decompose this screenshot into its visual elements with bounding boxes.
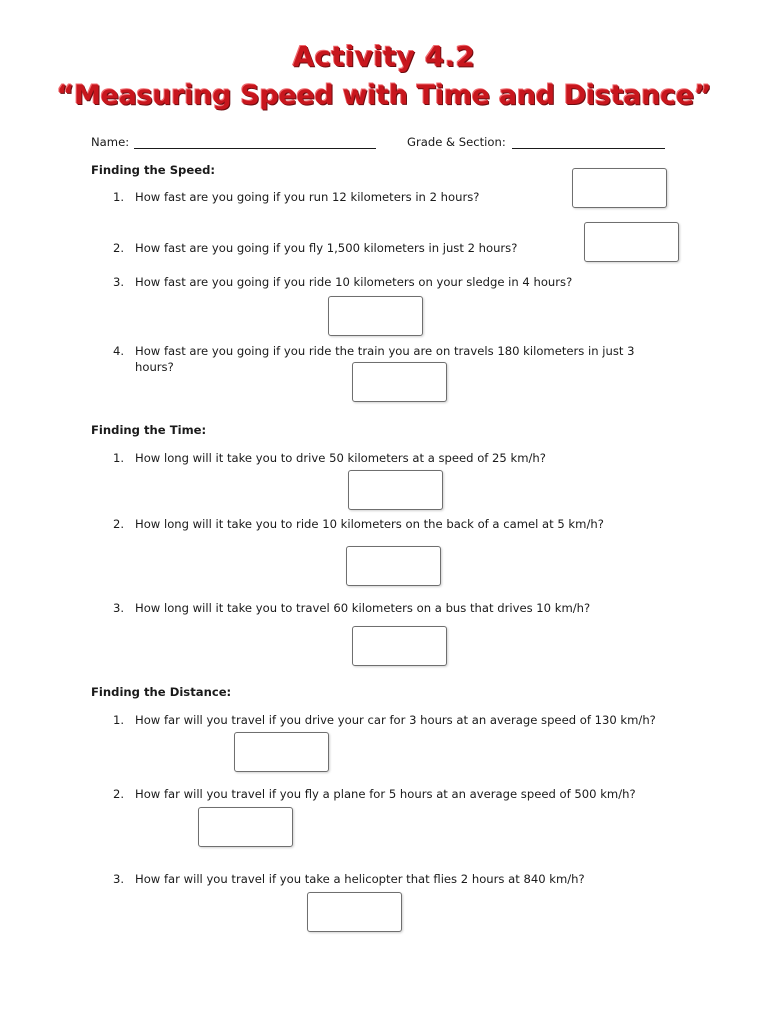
answer-box-speed-4[interactable] [352,362,447,402]
answer-box-time-3[interactable] [352,626,447,666]
activity-title: Activity 4.2 [292,40,476,73]
question-number: 1. [112,451,124,465]
grade-section-label: Grade & Section: [407,135,506,149]
question-number: 3. [112,275,124,289]
question-text: How far will you travel if you fly a plane for 5 hours at an average speed of 500 km/h? [135,787,636,801]
answer-box-speed-1[interactable] [572,168,667,208]
question-text: How fast are you going if you ride 10 kilometers on your sledge in 4 hours? [135,275,573,289]
question-number: 1. [112,713,124,727]
question-number: 3. [112,872,124,886]
answer-box-distance-2[interactable] [198,807,293,847]
name-field[interactable] [134,148,376,149]
grade-section-field[interactable] [512,148,665,149]
question-number: 2. [112,241,124,255]
question-number: 2. [112,787,124,801]
section-heading-time: Finding the Time: [91,423,207,437]
question-text: How far will you travel if you take a helicopter that flies 2 hours at 840 km/h? [135,872,585,886]
answer-box-time-1[interactable] [348,470,443,510]
question-text: How long will it take you to drive 50 kilometers at a speed of 25 km/h? [135,451,546,465]
question-number: 4. [112,344,124,358]
name-label: Name: [91,135,130,149]
answer-box-speed-3[interactable] [328,296,423,336]
question-text: How fast are you going if you fly 1,500 kilometers in just 2 hours? [135,241,518,255]
question-number: 3. [112,601,124,615]
question-text: How long will it take you to ride 10 kilometers on the back of a camel at 5 km/h? [135,517,604,531]
answer-box-distance-3[interactable] [307,892,402,932]
question-text: How fast are you going if you ride the train you are on travels 180 kilometers in just 3 hours? [135,344,635,374]
answer-box-time-2[interactable] [346,546,441,586]
question-text: How far will you travel if you drive your car for 3 hours at an average speed of 130 km/h? [135,713,656,727]
section-heading-distance: Finding the Distance: [91,685,232,699]
question-text: How fast are you going if you run 12 kilometers in 2 hours? [135,190,480,204]
section-heading-speed: Finding the Speed: [91,163,216,177]
question-number: 2. [112,517,124,531]
question-number: 1. [112,190,124,204]
activity-subtitle: “Measuring Speed with Time and Distance” [56,80,712,111]
question-text: How long will it take you to travel 60 kilometers on a bus that drives 10 km/h? [135,601,591,615]
answer-box-distance-1[interactable] [234,732,329,772]
answer-box-speed-2[interactable] [584,222,679,262]
